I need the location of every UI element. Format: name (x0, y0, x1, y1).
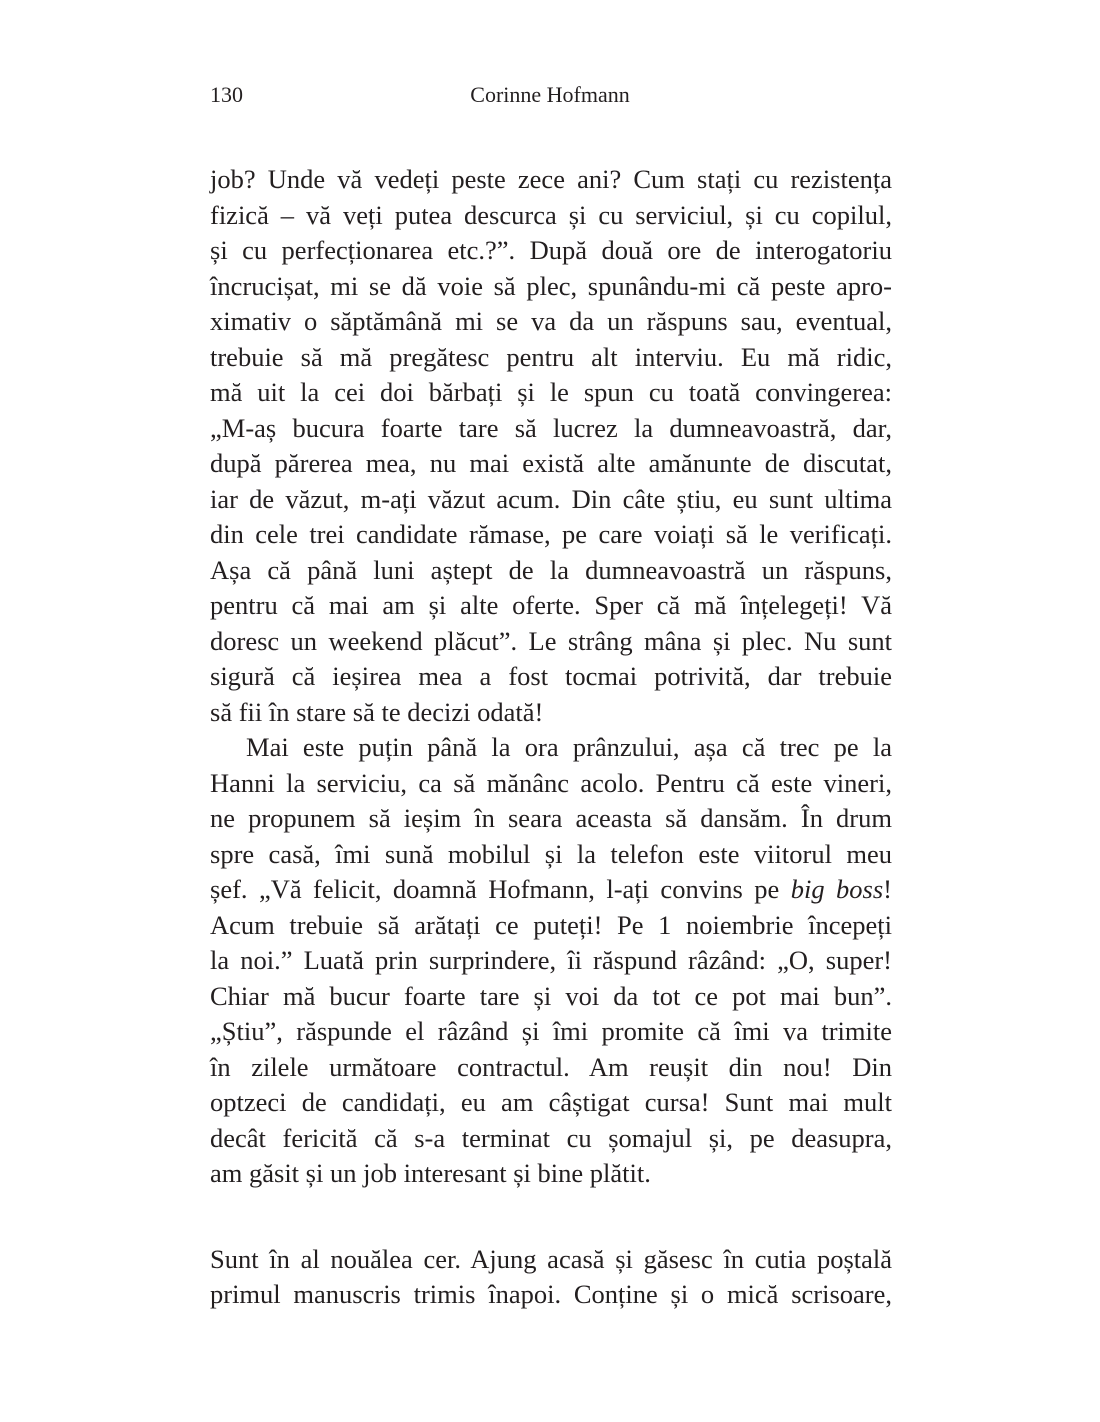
text-line: din cele trei candidate rămase, pe care voiați să le verificați. (210, 519, 892, 549)
text-line: ximativ o săptămână mi se va da un răspuns sau, eventual, (210, 306, 892, 336)
text-line: să fii în stare să te decizi odată! (210, 696, 544, 727)
text-line: Așa că până luni aștept de la dumneavoastră un răspuns, (210, 554, 892, 585)
text-line: Mai este puțin până la ora prânzului, așa că trec pe la (246, 732, 892, 762)
text-line: pentru că mai am și alte oferte. Sper că mă înțelegeți! Vă (210, 590, 892, 620)
text-segment: ! (883, 874, 892, 904)
text-line: la noi.” Luată prin surprindere, îi răspund râzând: „O, super! (210, 945, 892, 975)
text-line: primul manuscris trimis înapoi. Conține și o mică scrisoare, (210, 1279, 892, 1309)
text-line: Hanni la serviciu, ca să mănânc acolo. Pentru că este vineri, (210, 767, 892, 798)
text-line: „M-aș bucura foarte tare să lucrez la dumneavoastră, dar, (210, 412, 892, 443)
text-line: după părerea mea, nu mai există alte amănunte de discutat, (210, 448, 892, 478)
text-line: încrucișat, mi se dă voie să plec, spunându-mi că peste apro- (210, 270, 892, 301)
text-line: am găsit și un job interesant și bine plătit. (210, 1158, 651, 1188)
text-line: spre casă, îmi sună mobilul și la telefon este viitorul meu (210, 838, 892, 869)
text-line: și cu perfecționarea etc.?”. După două ore de interogatoriu (210, 235, 892, 265)
paragraph (210, 162, 892, 730)
text-segment: șef. „Vă felicit, doamnă Hofmann, l-ați convins pe (210, 874, 791, 904)
text-line: în zilele următoare contractul. Am reușit din nou! Din (210, 1051, 892, 1082)
running-title: Corinne Hofmann (470, 82, 630, 107)
text-line: sigură că ieșirea mea a fost tocmai potrivită, dar trebuie (210, 661, 892, 691)
text-line: decât fericită că s-a terminat cu șomajul și, pe deasupra, (210, 1122, 892, 1153)
text-line: Sunt în al nouălea cer. Ajung acasă și găsesc în cutia poștală (210, 1243, 892, 1274)
text-line: job? Unde vă vedeți peste zece ani? Cum stați cu rezistența (210, 164, 892, 194)
section-break (210, 1192, 892, 1242)
text-line: fizică – vă veți putea descurca și cu serviciul, și cu copilul, (210, 199, 892, 230)
body-text (210, 162, 892, 1313)
text-line (210, 872, 892, 908)
text-line: „Știu”, răspunde el râzând și îmi promite că îmi va trimite (210, 1016, 892, 1046)
text-line: optzeci de candidați, eu am câștigat cursa! Sunt mai mult (210, 1087, 892, 1117)
text-line: trebuie să mă pregătesc pentru alt interviu. Eu mă ridic, (210, 341, 892, 372)
italic-phrase: big boss (790, 874, 884, 904)
paragraph (210, 1242, 892, 1313)
text-line: Acum trebuie să arătați ce puteți! Pe 1 noiembrie începeți (210, 909, 892, 940)
text-line: mă uit la cei doi bărbați și le spun cu toată convingerea: (210, 377, 892, 407)
text-line: iar de văzut, m-ați văzut acum. Din câte știu, eu sunt ultima (210, 483, 892, 514)
page-number: 130 (210, 82, 243, 107)
text-line: Chiar mă bucur foarte tare și voi da tot ce pot mai bun”. (210, 980, 892, 1011)
text-line: doresc un weekend plăcut”. Le strâng mâna și plec. Nu sunt (210, 625, 892, 656)
text-line: ne propunem să ieșim în seara aceasta să dansăm. În drum (210, 803, 892, 833)
paragraph (210, 730, 892, 1192)
